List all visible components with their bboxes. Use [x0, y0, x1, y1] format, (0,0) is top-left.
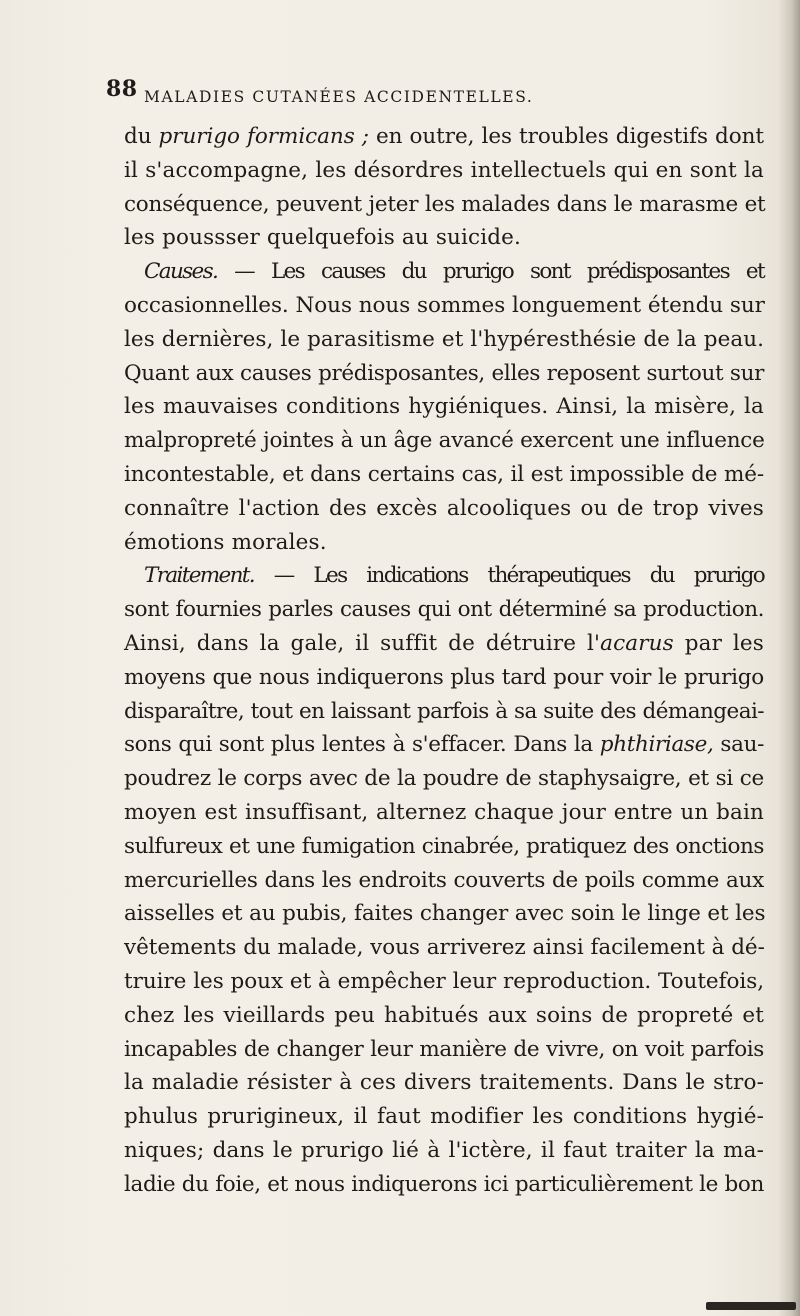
text-line: [124, 255, 764, 289]
page-number: 88: [106, 76, 138, 102]
text-line: [124, 864, 764, 898]
text-line: [124, 762, 764, 796]
text-run: vêtements du malade, vous arriverez ainsi facilement à dé-: [124, 935, 765, 961]
text-run: par les: [673, 630, 764, 656]
text-run: mercurielles dans les endroits couverts de poils comme aux: [124, 867, 764, 893]
text-run: aisselles et au pubis, faites changer avec soin le linge et les: [124, 901, 766, 927]
text-run: moyens que nous indiquerons plus tard pour voir le prurigo: [124, 664, 764, 690]
text-run: les dernières, le parasitisme et l'hypéresthésie de la peau.: [124, 326, 764, 352]
text-run: occasionnelles. Nous nous sommes longuement étendu sur: [124, 292, 765, 318]
text-line: [124, 1033, 764, 1067]
text-run: Quant aux causes prédisposantes, elles reposent surtout sur: [124, 360, 764, 386]
text-run: il s'accompagne, les désordres intellectuels qui en sont la: [124, 157, 764, 183]
text-run: Ainsi, dans la gale, il suffit de détruire l': [124, 630, 601, 656]
text-line: [124, 627, 764, 661]
text-line: [124, 695, 764, 729]
text-line: [124, 221, 764, 255]
text-line: [124, 357, 764, 391]
text-run: truire les poux et à empêcher leur reproduction. Toutefois,: [124, 968, 764, 994]
text-run: sont fournies parles causes qui ont déterminé sa production.: [124, 597, 764, 623]
running-title: MALADIES CUTANÉES ACCIDENTELLES.: [144, 88, 534, 106]
text-line: [124, 492, 764, 526]
text-line: [124, 897, 764, 931]
text-run: chez les vieillards peu habitués aux soins de propreté et: [124, 1002, 764, 1028]
text-run: les poussser quelquefois au suicide.: [124, 225, 522, 251]
text-run: incontestable, et dans certains cas, il est impossible de mé-: [124, 461, 764, 487]
text-line: [124, 154, 764, 188]
text-run: du: [124, 124, 159, 149]
text-line: [124, 1066, 764, 1100]
text-run: les mauvaises conditions hygiéniques. Ainsi, la misère, la: [124, 394, 764, 420]
text-line: [124, 1100, 764, 1134]
body-text: [124, 120, 764, 1202]
text-run: niques; dans le prurigo lié à l'ictère, il faut traiter la ma-: [124, 1137, 764, 1163]
text-run: phulus prurigineux, il faut modifier les conditions hygié-: [124, 1104, 764, 1130]
text-line: [124, 120, 764, 154]
text-run: sons qui sont plus lentes à s'effacer. Dans la: [124, 732, 600, 758]
text-line: [124, 830, 764, 864]
text-run: conséquence, peuvent jeter les malades dans le marasme et: [124, 191, 766, 217]
text-line: [124, 188, 764, 222]
text-line: [124, 1134, 764, 1168]
text-line: [124, 458, 764, 492]
text-line: [124, 593, 764, 627]
text-line: [124, 796, 764, 830]
text-line: [124, 289, 764, 323]
text-line: [124, 728, 764, 762]
text-run: — Les causes du prurigo sont prédisposantes et: [217, 259, 764, 285]
text-line: [124, 390, 764, 424]
text-line: [124, 661, 764, 695]
text-run: sulfureux et une fumigation cinabrée, pratiquez des onctions: [124, 833, 764, 859]
edge-mark: [706, 1302, 796, 1310]
italic-text-run: Causes.: [144, 259, 218, 285]
italic-text-run: phthiriase,: [599, 732, 714, 758]
text-line: [124, 1168, 764, 1202]
text-line: [124, 424, 764, 458]
text-line: [124, 931, 764, 965]
italic-text-run: prurigo formicans ;: [158, 124, 369, 149]
text-line: [124, 526, 764, 560]
text-run: sau-: [713, 732, 764, 758]
italic-text-run: Traitement.: [144, 563, 254, 589]
text-run: poudrez le corps avec de la poudre de staphysaigre, et si ce: [124, 766, 764, 792]
text-line: [124, 559, 764, 593]
text-run: la maladie résister à ces divers traitements. Dans le stro-: [124, 1070, 764, 1096]
text-run: moyen est insuffisant, alternez chaque jour entre un bain: [124, 799, 764, 825]
text-line: [124, 323, 764, 357]
text-run: émotions morales.: [124, 529, 327, 555]
text-line: [124, 965, 764, 999]
text-run: ladie du foie, et nous indiquerons ici particulièrement le bon: [124, 1171, 764, 1197]
italic-text-run: acarus: [600, 630, 674, 656]
page-header: [106, 76, 666, 106]
text-run: disparaître, tout en laissant parfois à sa suite des démangeai-: [124, 698, 764, 724]
text-line: [124, 999, 764, 1033]
text-run: connaître l'action des excès alcooliques ou de trop vives: [124, 495, 764, 521]
page-edge-shadow: [778, 0, 800, 1316]
text-run: incapables de changer leur manière de vivre, on voit parfois: [124, 1036, 764, 1062]
text-run: — Les indications thérapeutiques du prurigo: [253, 563, 764, 589]
text-run: en outre, les troubles digestifs dont: [368, 124, 764, 149]
text-run: malpropreté jointes à un âge avancé exercent une influence: [124, 428, 765, 454]
